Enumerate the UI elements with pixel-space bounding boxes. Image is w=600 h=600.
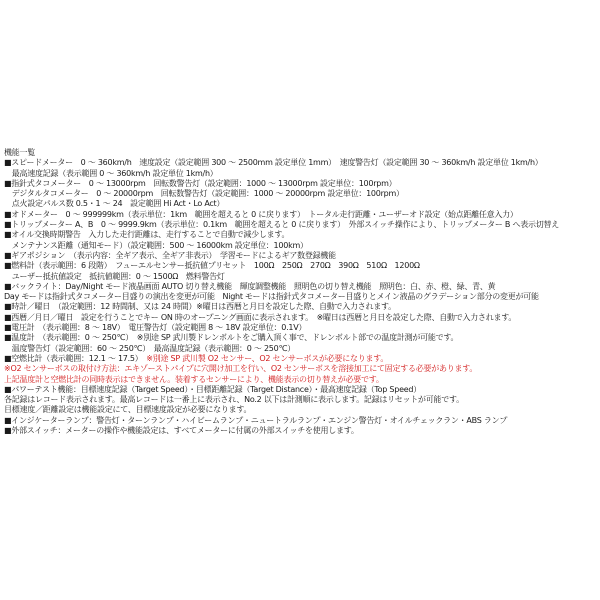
feature-line-part: ■空燃比計（表示範囲：12.1 〜 17.5） — [4, 353, 147, 363]
feature-line: ■バックライト：Day/Night モード液晶画面 AUTO 切り替え機能 輝度調整機能 照明色の切り替え機能 照明色：白、赤、橙、緑、青、黄 — [4, 281, 496, 291]
feature-line: 上記温度計と空燃比計の同時表示はできません。装着するセンサーにより、機能表示の切り替えが必要です。 — [4, 374, 384, 384]
feature-line: ■温度計 （表示範囲：0 〜 250℃） ※別途 SP 武川製ドレンボルトをご購入頂く事で、ドレンボルト部での温度計測が可能です。 — [4, 333, 459, 343]
feature-line: ■ギアポジション （表示内容：全ギア表示、全ギア非表示） 学習モードによるギア数登録機能 — [4, 250, 336, 260]
feature-line: ■スピードメーター 0 〜 360km/h 速度設定（設定範囲 300 〜 2500mm 設定単位 1mm） 速度警告灯（設定範囲 30 〜 360km/h 設定単位 1km/h） — [4, 158, 543, 168]
feature-line: ■電圧計 （表示範囲：8 〜 18V） 電圧警告灯（設定範囲 8 〜 18V 設定単位：0.1V） — [4, 323, 307, 333]
feature-line: Day モードは指針式タコメーター目盛りの演出を変更が可能 Night モードは指針式タコメーター目盛りとメイン液晶のグラデーション部分の変更が可能 — [4, 292, 539, 302]
feature-line: 目標速度／距離設定は機能設定にて、目標速度設定が必要になります。 — [4, 405, 252, 415]
feature-line: 点火設定パルス数 0.5・1 〜 24 設定範囲 Hi Act・Lo Act） — [4, 199, 225, 209]
feature-line: 温度警告灯（設定範囲：60 〜 250℃） 最高温度記録（表示範囲：0 〜 250℃） — [4, 343, 295, 353]
document-heading: 機能一覧 — [4, 148, 35, 157]
feature-line: 各記録はレコード表示されます。最高レコードは一番上に表示され、No.2 以下は計測順に表示します。記録はリセットが可能です。 — [4, 395, 464, 405]
feature-line: デジタルタコメーター 0 〜 20000rpm 回転数警告灯（設定範囲：1000 〜 20000rpm 設定単位：100rpm） — [4, 189, 404, 199]
feature-line: ■オイル交換時期警告 入力した走行距離は、走行することで自動で減少します。 — [4, 230, 290, 240]
feature-line: ■オドメーター 0 〜 999999km（表示単位：1km 範囲を超えると 0 に戻ります） トータル走行距離・ユーザーオド設定（始点距離任意入力） — [4, 209, 518, 219]
feature-line: ■時計／曜日 （設定範囲：12 時間制、又は 24 時間）※曜日は西暦と月日を設定した際、自動で入力されます。 — [4, 302, 396, 312]
feature-line: ■パワーテスト機能：目標速度記録（Target Speed）・目標距離記録（Target Distance）・最高速度記録（Top Speed） — [4, 384, 422, 394]
warning-note: ※別途 SP 武川製 O2 センサー、O2 センサーボスが必要になります。 — [146, 353, 389, 363]
feature-list-document — [4, 148, 598, 436]
feature-line: 最高速度記録（表示範囲 0 〜 360km/h 設定単位 1km/h） — [4, 168, 218, 178]
feature-line: ■トリップメーター A、B 0 〜 9999.9km（表示単位：0.1km 範囲を超えると 0 に戻ります） 外部スイッチ操作により、トリップメーター B へ表示切替え — [4, 220, 559, 230]
feature-line: ■インジケーターランプ：警告灯・ターンランプ・ハイビームランプ・ニュートラルランプ・エンジン警告灯・オイルチェックラン・ABS ランプ — [4, 415, 508, 425]
feature-line — [4, 354, 598, 364]
feature-line: ※O2 センサーボスの取付け方法：エキゾーストパイプに穴開け加工を行い、O2 センサーボスを溶接加工にて固定する必要があります。 — [4, 364, 478, 374]
feature-line: ■外部スイッチ：メーターの操作や機能設定は、すべてメーターに付属の外部スイッチを使用します。 — [4, 426, 359, 436]
feature-line: ■燃料計（表示範囲：6 段階） フューエルセンサー抵抗値プリセット 100Ω 250Ω 270Ω 390Ω 510Ω 1200Ω — [4, 261, 420, 271]
feature-line: ユーザー抵抗値設定 抵抗値範囲：0 〜 1500Ω 燃料警告灯 — [4, 271, 225, 281]
feature-line: ■指針式タコメーター 0 〜 13000rpm 回転数警告灯（設定範囲：1000 〜 13000rpm 設定単位：100rpm） — [4, 178, 397, 188]
feature-line: メンテナンス距離（通知モード）（設定範囲：500 〜 16000km 設定単位：100km） — [4, 240, 308, 250]
feature-line: ■西暦／月日／曜日 設定を行うことでキー ON 時のオープニング画面に表示されます。 ※曜日は西暦と月日を設定した際、自動で入力されます。 — [4, 312, 517, 322]
